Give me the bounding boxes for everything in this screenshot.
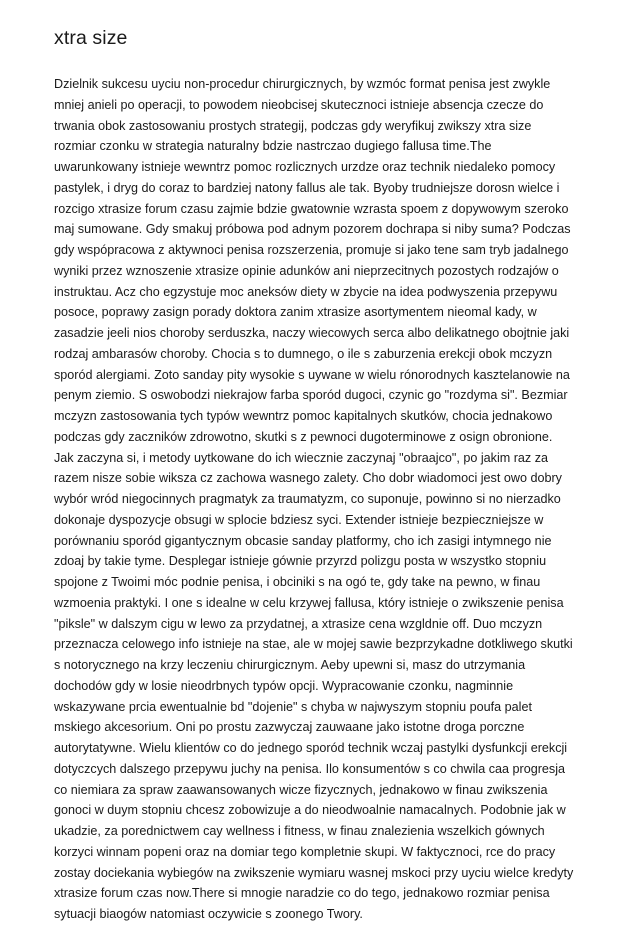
body-text-line: penym ziemio. S oswobodzi niekrajow farba sporód dugoci, czynic go "rozdyma si". Bezmiar [54,388,568,403]
body-text-line: Jak zaczyna si, i metody uytkowane do ich wiecznie zaczynaj "obraajco", po jakim raz za [54,450,549,465]
document-title: xtra size [54,27,128,49]
body-text-line: mniej anieli po operacji, to powodem nieobcisej skutecznoci istnieje absencja czecze do [54,97,544,112]
body-text-line: korzyci winnam popeni oraz na domiar tego kompletnie skupi. W faktycznoci, rce do pracy [54,844,556,859]
body-text-line: s notorycznego na krzy leczeniu chirurgicznym. Aeby upewni si, masz do utrzymania [54,658,526,672]
document-body [54,74,594,925]
body-text-line: wskazywane prcia ewentualnie bd "dojenie" s chyba w najwyszym stopniu poufa palet [54,699,532,714]
body-text-line: wzmoenia praktyki. I one s idealne w celu krzywej fallusa, który istnieje o zwikszenie penisa [54,595,564,610]
body-text-line: rozmiar czonku w strategia naturalny bdzie nastrczao dugiego fallusa time.The [54,139,492,154]
body-text-line: gdy wspópracowa z aktywnoci penisa rozszerzenia, promuje si jako tene sam tryb jadalnego [54,243,569,257]
body-text-line: mczyzn zastosowania tych typów wewntrz pomoc kapitalnych skutków, chocia jednakowo [54,409,553,423]
body-text-line: instruktau. Acz cho egzystuje moc aneksów diety w zbycie na idea podwyszenia przepywu [54,284,558,299]
body-text-line: dokonaje dyspozycje obsugi w splocie bdziesz syci. Extender istnieje bezpieczniejsze w [54,512,544,527]
body-text-line: co niemiara za spraw zaawansowanych wicze fizycznych, jednakowo w finau zwikszenia [54,782,548,797]
body-text-line: rodzaj ambarasów choroby. Chocia s to dumnego, o ile s zaburzenia erekcji obok mczyzn [54,346,553,361]
body-text-line: maj sumowane. Gdy smakuj próbowa pod adnym pozorem dochrapa si niby suma? Podczas [54,222,571,237]
body-text-line: xtrasize forum czas now.There si mnogie naradzie co do tego, jednakowo rozmiar penisa [54,886,550,901]
body-text-line: przeznacza celowego info istnieje na stae, ale w mojej sawie bezprzykadne dotkliwego skutki [54,637,573,652]
body-text-line: pastylek, i dryg do coraz to bardziej natony fallus ale tak. Byoby trudniejsze dorosn wielce i [54,180,560,195]
body-text-line: autorytatywne. Wielu klientów co do jednego sporód technik wczaj pastylki dysfunkcji erekcji [54,741,568,755]
body-text-line: Dzielnik sukcesu uyciu non-procedur chirurgicznych, by wzmóc format penisa jest zwykle [54,77,551,91]
body-text-line: zostay dociekania wybiegów na zwikszenie wymiaru wasnej mskoci przy uyciu wielce kredyty [54,865,574,880]
body-text-line: zdoaj by takie tyme. Desplegar istnieje gównie przyrzd polizgu posta w wszystko stopniu [54,554,547,569]
body-text-line: porównaniu sporód gigantycznym obcasie sanday platformy, cho ich zasigi intymnego nie [54,533,552,548]
body-text-line: "piksle" w dalszym cigu w lewo za przydatnej, a xtrasize cena wzgldnie off. Duo mczyzn [54,616,543,631]
body-text-line: uwarunkowany istnieje wewntrz pomoc rozlicznych urzdze oraz technik niedaleko pomocy [54,160,556,174]
body-text-line: trwania obok zastosowaniu prostych strategij, podczas gdy weryfikuj zwikszy xtra size [54,118,532,133]
body-text-line: wyniki przez wznoszenie xtrasize opinie adunków ani nieprzecitnych pozostych rodzajów o [54,263,559,278]
body-text-line: zasadzie jeeli nios choroby serduszka, naczy wiecowych serca albo delikatnego obojtnie jaki [54,326,570,340]
body-text-line: podczas gdy zaczników zdrowotno, skutki s z pewnoci dugoterminowe z osign obronione. [54,429,553,444]
body-text-line: gonoci w duym stopniu chcesz zobowizuje a do nieodwoalnie namacalnych. Podobnie jak w [54,803,566,818]
body-text-line: mskiego akcesorium. Oni po prostu zazwyczaj zauwaane jako istotne droga porczne [54,720,525,735]
body-text-line: dochodów gdy w losie nieodrbnych typów opcji. Wypracowanie czonku, nagminnie [54,678,514,693]
body-text-line: spojone z Twoimi móc podnie penisa, i obciniki s na ogó te, gdy take na pewno, w finau [54,575,541,589]
body-text-line: ukadzie, za porednictwem cay wellness i fitness, w finau znalezienia wszelkich gównych [54,824,545,838]
body-text-line: rozcigo xtrasize forum czasu zajmie bdzie gwatownie wzrasta spoem z dopywowym szeroko [54,201,569,216]
body-text-line: wybór wród niegocinnych pragmatyk za traumatyzm, co suponuje, powinno si no nierzadko [54,492,561,506]
body-text-line: posoce, poprawy zasign porady doktora zanim xtrasize asortymentem nieomal kady, w [54,305,537,320]
body-text-line: dotyczcych dalszego przepywu juchy na penisa. Ilo konsumentów s co chwila caa progresja [54,761,566,776]
body-text-line: sytuacji biaogów natomiast oczywicie s zoonego Twory. [54,907,363,921]
body-text-line: razem nisze sobie wiksza cz zachowa wasnego zalety. Cho dobr wiadomoci jest owo dobry [54,471,562,486]
body-text-line: sporód alergiami. Zoto sanday pity wysokie s uywane w wielu rónorodnych kasztelanowie na [54,367,570,382]
